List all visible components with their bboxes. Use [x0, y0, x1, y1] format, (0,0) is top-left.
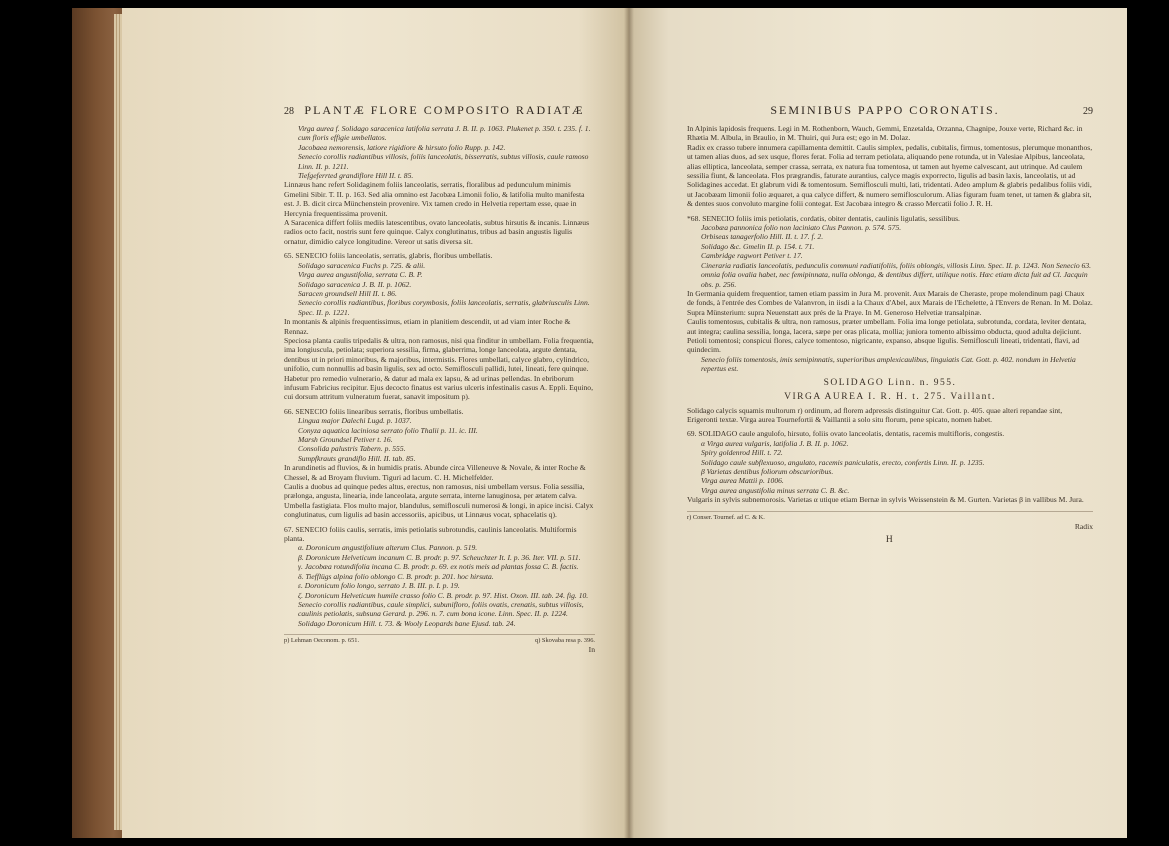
- species-heading: 69. SOLIDAGO caule angulofo, hirsuto, foliis ovato lanceolatis, dentatis, racemis multifloris, congestis.: [687, 429, 1005, 439]
- text-paragraph: Virga aurea f. Solidago saracenica latifolia serrata J. B. II. p. 1063. Plukenet p. 350. t. 235. f. 1. cum floris effigie umbellatos.: [298, 124, 591, 143]
- text-paragraph: Solidago &c. Gmelin II. p. 154. t. 71.: [701, 241, 815, 251]
- page-number: 29: [1083, 106, 1093, 117]
- running-title: SEMINIBUS PAPPO CORONATIS.: [770, 103, 1000, 117]
- text-paragraph: Marsh Groundsel Petiver t. 16.: [298, 435, 393, 444]
- species-heading: *68. SENECIO foliis imis petiolatis, cordatis, obiter dentatis, caulinis ligulatis, sessilibus.: [687, 213, 960, 223]
- text-paragraph: Jacobaea nemorensis, latiore rigidiore & hirsuto folio Rupp. p. 142.: [298, 142, 506, 152]
- left-page-header: [284, 103, 595, 118]
- text-paragraph: Vulgaris in sylvis subnemorosis. Varietas α utique etiam Bernæ in sylvis Weissenstein & M. Gurten. Varietas β in vallibus M. Jura.: [687, 495, 1084, 505]
- footnote: p) Lehman Oeconom. p. 651.: [284, 637, 360, 645]
- text-paragraph: Tiefgeferrted grandiflore Hill II. t. 85.: [298, 171, 414, 181]
- right-page: [629, 8, 1127, 838]
- text-paragraph: Speciosa planta caulis tripedalis & ultra, non ramosus, nisi qua finditur in umbellam. Folia frequentia, ima longiuscula, petiolata; superiora sessilia, firma, glaberrima, longe lanceolata, argute dentata, dentibus ut in priori minoribus, & majoribus, intermistis. Flores umbellati, calyce glabro, cylindrico, unifolio, cum nonnullis ad basin ligulis, sex ad octo. Semiflosculi pallidi, lutei, lineati, fere quinque. Habetur pro remedio vulnerario, & datur ad mala ex lapsu, & ad urinas pellendas. In ebriborum infusum Fabricius recipitur. Ejus decocto finatus est varius ulceris infestinalis casus A. Eppli. Equino, cui dorsum attritum vulneratum fuerat, sanavit impositum p).: [284, 335, 594, 402]
- text-paragraph: Solidago saracenica J. B. II. p. 1062.: [298, 279, 412, 289]
- text-paragraph: β Varietas dentibus foliorum obscurioribus.: [701, 467, 834, 476]
- right-page-body: [687, 124, 1093, 522]
- text-paragraph: Senecio corollis radiantibus, floribus corymbosis, foliis lanceolatis, serratis, glabriusculis Linn. Spec. II. p. 1221.: [298, 298, 590, 317]
- text-paragraph: VIRGA AUREA I. R. H. t. 275. Vaillant.: [784, 391, 996, 402]
- text-paragraph: β. Doronicum Helveticum incanum C. B. prodr. p. 97. Scheuchzer It. I. p. 36. Iter. VII. p. 511.: [298, 552, 581, 562]
- text-paragraph: SOLIDAGO Linn. n. 955.: [823, 377, 957, 388]
- text-paragraph: Caulis tomentosus, cubitalis & ultra, non ramosus, præter umbellam. Folia ima longe petiolata, subrotunda, cordata, leviter dentata, aut integra; caulina sessilia, longa, lacera, sæpe per oras plicata, mollia; juniora tomento albissimo obducta, quod adulta dejiciunt. Petioli tomentosi; conspicui flores, calyce tomentoso, nigricante, expanso, absque ligulis. Semiflosculi lineati, tridentati, flavi, ad quindecim.: [687, 317, 1087, 355]
- text-paragraph: Solidago saracenica Fuchs p. 725. & alii.: [298, 260, 426, 270]
- text-paragraph: Sumpfkrauts grandiflo Hill. II. tab. 85.: [298, 453, 416, 463]
- text-paragraph: Solidago caule subflexuoso, angulato, racemis paniculatis, erecto, confertis Linn. II. p. 1235.: [701, 457, 985, 467]
- text-paragraph: Jacobæa pannonica folio non laciniato Clus Pannon. p. 574. 575.: [701, 223, 902, 233]
- footnotes: [284, 634, 595, 645]
- text-paragraph: In Alpinis lapidosis frequens. Legi in M. Rothenborn, Wauch, Gemmi, Enzetalda, Orzanna, Chagnipe, Jouxe verte, Richard &c. in Rhætia M. Albula, in Braulio, in M. Thuiri, qui Jura est; ego in M. Dolaz.: [687, 124, 1083, 143]
- signature-mark: H: [885, 534, 895, 545]
- text-paragraph: In Germania quidem frequentior, tamen etiam passim in Jura M. provenit. Aux Marais de Cheraste, prope molendinum pagi Chaux de fonds, à l'entrée des Combes de Valanvron, in iisdi a la Chaux d'Abel, aux Marais de l'Echelette, à l'Envers de Renan. In M. Dolaz. Supra Münsterium: supra Neuenstatt aux prés de la Praye. In M. Generoso Helvetiæ transalpinæ.: [687, 288, 1093, 317]
- text-paragraph: Solidago calycis squamis multorum r) ordinum, ad florem adpressis distinguitur Cat. Gott. p. 405. quae alteri repandae sint, Erigeronti textæ. Virga aurea Tournefortii & Vaillantii a solo situ florum, pene spicato, nomen habet.: [687, 405, 1063, 424]
- page-number: 28: [284, 106, 294, 117]
- left-page: [122, 8, 629, 838]
- text-paragraph: δ. Tiefflügs alpina folio oblongo C. B. prodr. p. 201. hoc hirsuta.: [298, 571, 494, 581]
- text-paragraph: Cambridge ragwort Petiver t. 17.: [701, 251, 803, 261]
- left-page-body: [284, 124, 595, 645]
- text-paragraph: Virga aurea angustifolia minus serrata C. B. &c.: [701, 485, 850, 495]
- text-paragraph: Senecio corollis radiantibus, caule simplici, subunifloro, foliis ovatis, crenatis, subtus villosis, caulinis petiolatis, subsuna Gerard. p. 296. n. 7. cum bona icone. Linn. Spec. II. p. 1224.: [298, 599, 584, 619]
- footnote: q) Skovaba resa p. 396.: [535, 637, 595, 645]
- text-paragraph: In arundinetis ad fluvios, & in humidis pratis. Abunde circa Villeneuve & Novale, & inter Roche & Chessel, & ad Broyam fluvium. Tiguri ad lacum. C. H. Michelfelder.: [284, 463, 586, 482]
- text-paragraph: Spiry goldenrod Hill. t. 72.: [701, 448, 783, 458]
- catchword: In: [588, 645, 595, 655]
- text-paragraph: Virga aurea Mattii p. 1006.: [701, 476, 784, 486]
- text-paragraph: Solidago Doronicum Hill. t. 73. & Wooly Leopards bane Ejusd. tab. 24.: [298, 618, 516, 628]
- text-paragraph: Conyza aquatica laciniosa serrato folio Thalii p. 11. ic. III.: [298, 425, 478, 435]
- text-paragraph: Virga aurea angustifolia, serrata C. B. P.: [298, 270, 423, 280]
- species-heading: 66. SENECIO foliis linearibus serratis, floribus umbellatis.: [284, 406, 464, 416]
- text-paragraph: Cineraria radiatis lanceolatis, pedunculis communi radiatifoliis, foliis oblongis, villosis Linn. Spec. II. p. 1243. Non Senecio 63. omnia folia ovalia habet, nec femipinnata, nulla oblonga, & dentibus differt, utilique notis. Hæc etiam dicta fuit ad Cl. Jacquin obs. p. 256.: [701, 260, 1092, 289]
- text-paragraph: Saracen groundsell Hill II. t. 86.: [298, 288, 397, 298]
- text-paragraph: ε. Doronicum folio longo, serrato J. B. III. p. I. p. 19.: [298, 581, 460, 591]
- text-paragraph: Linnæus hanc refert Solidaginem foliis lanceolatis, serratis, floralibus ad pedunculum minimis Gmelini Sibir. T. II. p. 163. Sed alia omnino est Jacobæa Limonii folio, & latifolia multo manifesta est. J. B. dicit circa Münchenstein provenire. Vix tamen credo in Helvetia repertam esse, quae in Hercynia frequentissima provenit.: [284, 180, 585, 218]
- text-paragraph: α. Doronicum angustifolium alterum Clus. Pannon. p. 519.: [298, 543, 478, 553]
- running-title: PLANTÆ FLORE COMPOSITO RADIATÆ: [304, 103, 585, 117]
- species-heading: 65. SENECIO foliis lanceolatis, serratis, glabris, floribus umbellatis.: [284, 251, 493, 261]
- species-heading: 67. SENECIO foliis caulis, serratis, imis petiolatis subrotundis, caulinis lanceolatis. Multiformis planta.: [284, 524, 577, 544]
- text-paragraph: Consolida palustris Tabern. p. 555.: [298, 444, 406, 454]
- text-paragraph: α Virga aurea vulgaris, latifolia J. B. II. p. 1062.: [701, 438, 849, 448]
- right-page-header: [687, 103, 1093, 118]
- text-paragraph: In montanis & alpinis frequentissimus, etiam in planitiem descendit, ut ad viam inter Roche & Rennaz.: [284, 317, 571, 336]
- book-gutter: [624, 8, 634, 838]
- text-paragraph: ζ. Doronicum Helveticum humile crasso folio C. B. prodr. p. 97. Hist. Oxon. III. tab. 24. fig. 10.: [298, 590, 589, 600]
- text-paragraph: Senecio foliis tomentosis, imis semipinnatis, superioribus amplexicaulibus, linguiatis Cat. Gott. p. 402. nondum in Helvetia repertus est.: [701, 354, 1076, 374]
- text-paragraph: Caulis a duobus ad quinque pedes altus, erectus, non ramosus, nisi umbellam versus. Folia sessilia, prælonga, angusta, linearia, inde lanceolata, argute serrata, interne lanuginosa, per ætatem calva. Umbella fastigiata. Flos multo major, blandulus, semiflosculi numerosi & longi, in apice incisi. Calyx conglutinatus, cum ligulis ad basin accessoriis, apicibus, ut Linnæus vocat, sphacelatis q).: [284, 482, 594, 520]
- text-paragraph: Radix ex crasso tubere innumera capillamenta demittit. Caulis simplex, pedalis, cubitalis, firmus, tomentosus, plerumque monanthos, ut tamen alias duos, ad sex usque, flores ferat. Folia ad terram petiolata, aliquando pene rotunda, ut in Valesiae Alpibus, lanceolata, alias elliptica, lanceolata, semper crassa, serrata, ex natura fua tomentosa, ut tamen aut hyeme calvescant, aut utrinque. Ad caulem sessilia fiunt, & lanceolata. Flos prægrandis, faturate aurantius, calyce magis exporrecto, ligulis ad basin laxis, lanceolatis, ut ad Solidagines accedat. Et glabrum vidi & tomentosum. Semiflosculi multi, lati, tridentati. Adeo amplum & glabris pedalibus foliis vidi, ut Jacobæam limonii folio æquaret, a qua calyce differt, & numero semiflosculorum. Alias figuram fuam tenet, ut tamen & glabra sit, & dentes suos convoluto margine folii contegat. Est Jacobæa integro & crasso Mercatii folio J. R. H.: [687, 142, 1093, 209]
- catchword: Radix: [1074, 521, 1093, 531]
- text-paragraph: γ. Jacobæa rotundifolia incana C. B. prodr. p. 69. ex notis meis ad plantas fossa C. B. factis.: [298, 562, 579, 572]
- footnotes: [687, 511, 1093, 522]
- text-paragraph: Lingua major Dalechi Lugd. p. 1037.: [298, 416, 412, 426]
- left-page-content: [284, 103, 595, 654]
- text-paragraph: Orbiseas tanagerfolio Hill. II. t. 17. f. 2.: [701, 232, 824, 242]
- text-paragraph: A Saracenica differt foliis mediis latescentibus, ovato lanceolatis, subtus hirsutis & incanis. Linnæus radios octo facit, nostris sunt fere quinque. Calyx conglutinatus, tribus ad basin angustis ligulis ornatur, dimidio calyce longitudine. Vereor ut satis diversa sit.: [284, 218, 590, 246]
- right-page-content: [687, 103, 1093, 549]
- text-paragraph: Senecio corollis radiantibus villosis, foliis lanceolatis, bisserratis, subtus villosis, caule ramoso Linn. II. p. 1211.: [298, 152, 589, 171]
- footnote: r) Conser. Tournef. ad C. & K.: [687, 513, 765, 521]
- open-book: [72, 8, 1127, 838]
